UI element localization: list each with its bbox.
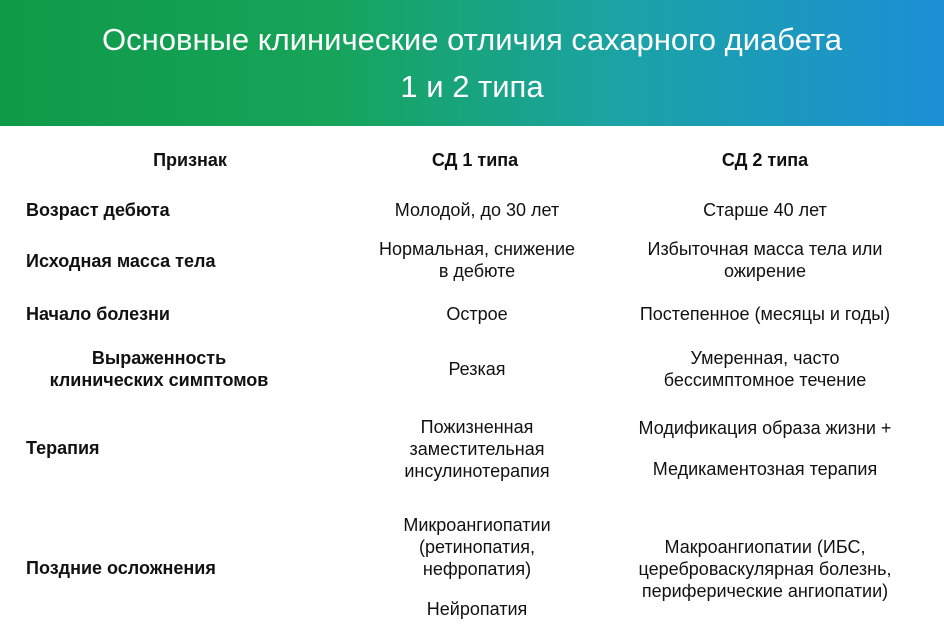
row-type2-complications: Макроангиопатии (ИБС, цереброваскулярная болезнь, периферические ангиопатии) (638, 537, 892, 601)
row-feature-symptoms: Выраженность клинических симптомов (49, 348, 269, 390)
row-type2-weight: Избыточная масса тела или ожирение (647, 239, 883, 281)
row-type2-therapy-line1: Модификация образа жизни + (638, 418, 892, 438)
header-type2: СД 2 типа (721, 150, 809, 170)
row-type1-complications: Микроангиопатии (ретинопатия, нефропатия) (403, 515, 551, 579)
row-type1-complications-neuro: Нейропатия (426, 599, 528, 619)
title-banner (0, 0, 944, 126)
row-type1-therapy: Пожизненная заместительная инсулинотерапия (404, 417, 550, 481)
row-feature-complications: Поздние осложнения (26, 558, 216, 578)
page-title-line2: 1 и 2 типа (400, 69, 544, 104)
row-feature-therapy: Терапия (26, 438, 100, 458)
page-title-line1: Основные клинические отличия сахарного диабета (102, 22, 842, 57)
row-feature-weight: Исходная масса тела (26, 251, 216, 271)
row-type1-age: Молодой, до 30 лет (394, 200, 560, 220)
header-feature: Признак (153, 150, 227, 170)
row-type2-symptoms: Умеренная, часто бессимптомное течение (663, 348, 867, 390)
row-feature-onset: Начало болезни (26, 304, 170, 324)
header-type1: СД 1 типа (431, 150, 519, 170)
row-type1-onset: Острое (446, 304, 508, 324)
row-type2-age: Старше 40 лет (703, 200, 827, 220)
row-type2-therapy-line2: Медикаментозная терапия (652, 459, 878, 479)
row-feature-age: Возраст дебюта (26, 200, 170, 220)
row-type1-weight: Нормальная, снижение в дебюте (378, 239, 576, 281)
row-type2-onset: Постепенное (месяцы и годы) (639, 304, 891, 324)
row-type1-symptoms: Резкая (448, 359, 506, 379)
